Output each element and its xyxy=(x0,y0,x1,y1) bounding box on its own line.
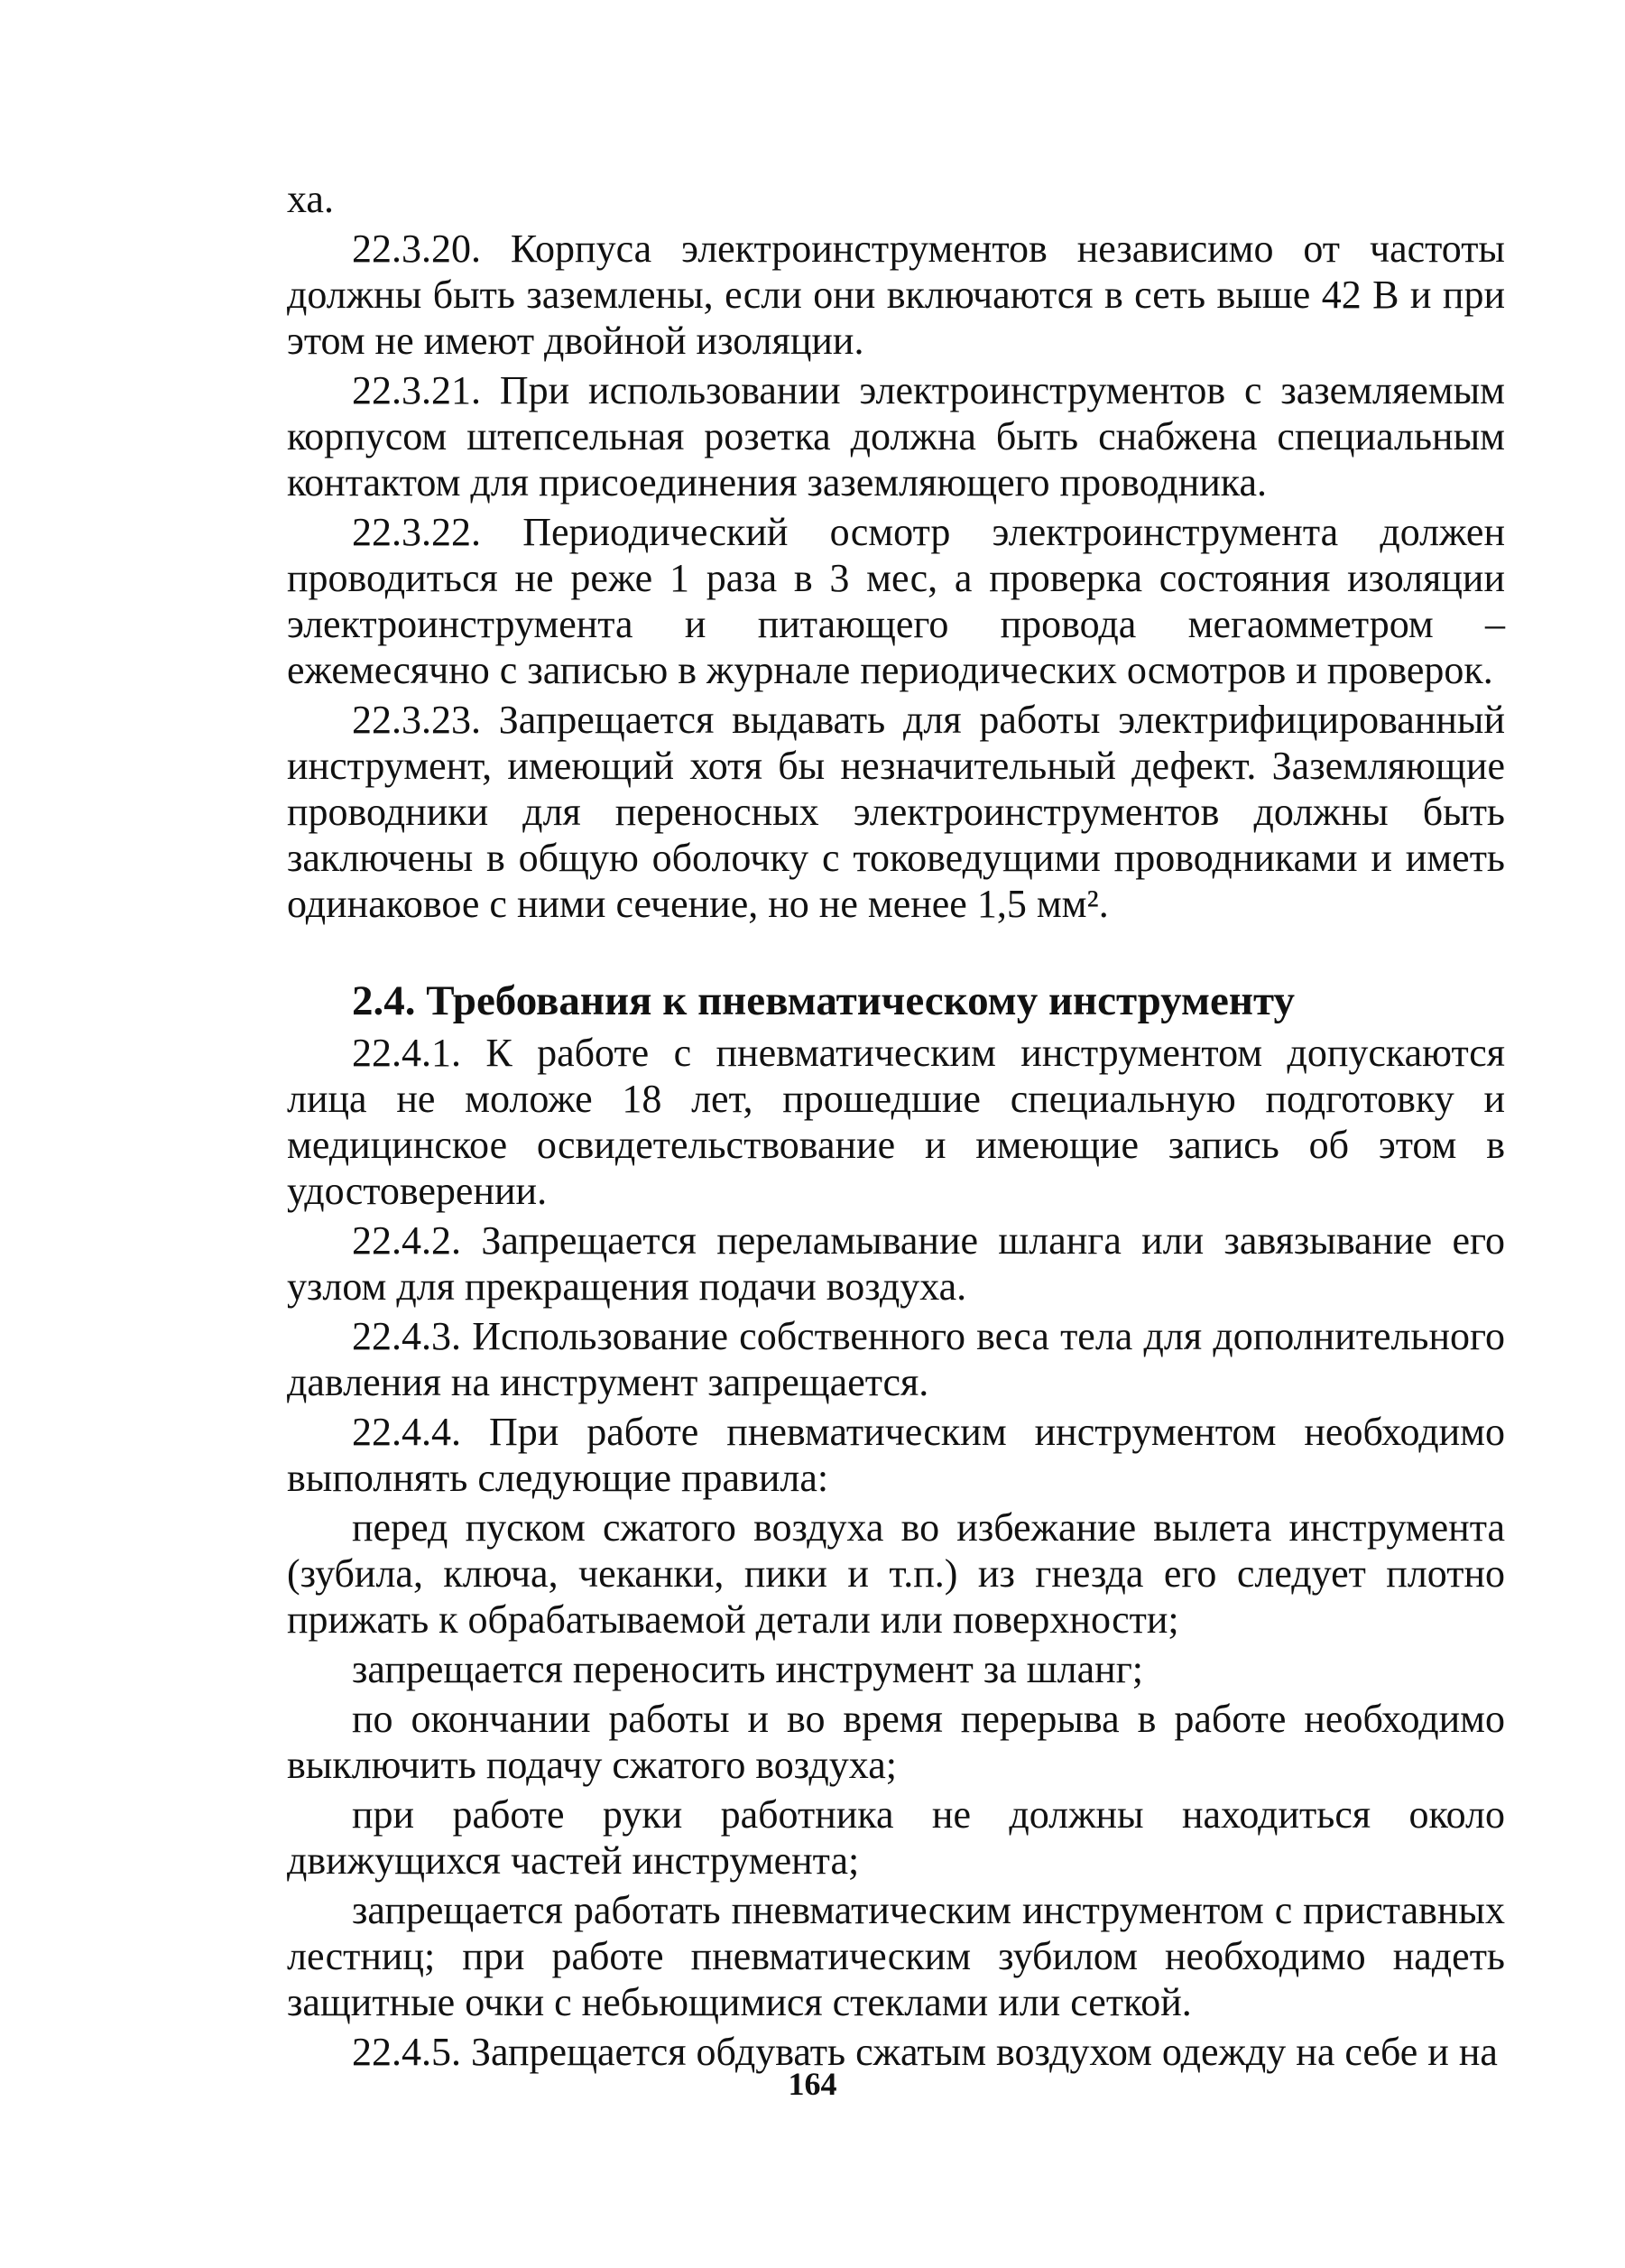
paragraph-22-3-23: 22.3.23. Запрещается выдавать для работы электрифицированный инструмент, имеющий хотя бы незначительный дефект. Заземляющие проводники для переносных электроинструментов должны быть заключены в общую оболочку с токоведущими проводниками и иметь одинаковое с ними сечение, но не менее 1,5 мм². xyxy=(287,698,1505,926)
paragraph-22-4-2: 22.4.2. Запрещается переламывание шланга или завязывание его узлом для прекращения подачи воздуха. xyxy=(287,1218,1505,1309)
paragraph-22-3-21: 22.3.21. При использовании электроинструментов с заземляемым корпусом штепсельная розетка должна быть снабжена специальным контактом для присоединения заземляющего проводника. xyxy=(287,368,1505,505)
rule-item: перед пуском сжатого воздуха во избежание вылета инструмента (зубила, ключа, чеканки, пики и т.п.) из гнезда его следует плотно прижать к обрабатываемой детали или поверхности; xyxy=(287,1505,1505,1642)
rule-item: по окончании работы и во время перерыва в работе необходимо выключить подачу сжатого воздуха; xyxy=(287,1697,1505,1787)
page-body xyxy=(287,176,1505,2078)
rule-item: при работе руки работника не должны находиться около движущихся частей инструмента; xyxy=(287,1792,1505,1883)
continued-fragment: ха. xyxy=(287,177,334,221)
paragraph-22-3-22: 22.3.22. Периодический осмотр электроинструмента должен проводиться не реже 1 раза в 3 мес, а проверка состояния изоляции электроинструмента и питающего провода мегаомметром – ежемесячно с записью в журнале периодических осмотров и проверок. xyxy=(287,510,1505,692)
section-heading: 2.4. Требования к пневматическому инструменту xyxy=(352,977,1295,1024)
page-number: 164 xyxy=(788,2066,837,2102)
paragraph-22-3-20: 22.3.20. Корпуса электроинструментов независимо от частоты должны быть заземлены, если они включаются в сеть выше 42 В и при этом не имеют двойной изоляции. xyxy=(287,227,1505,363)
rule-item: запрещается работать пневматическим инструментом с приставных лестниц; при работе пневматическим зубилом необходимо надеть защитные очки с небьющимися стеклами или сеткой. xyxy=(287,1888,1505,2024)
rule-item: запрещается переносить инструмент за шланг; xyxy=(352,1647,1143,1691)
paragraph-22-4-4: 22.4.4. При работе пневматическим инструментом необходимо выполнять следующие правила: xyxy=(287,1410,1505,1500)
paragraph-22-4-3: 22.4.3. Использование собственного веса тела для дополнительного давления на инструмент запрещается. xyxy=(287,1314,1505,1404)
paragraph-22-4-5: 22.4.5. Запрещается обдувать сжатым воздухом одежду на себе и на xyxy=(352,2030,1498,2074)
paragraph-22-4-1: 22.4.1. К работе с пневматическим инструментом допускаются лица не моложе 18 лет, прошедшие специальную подготовку и медицинское освидетельствование и имеющие запись об этом в удостоверении. xyxy=(287,1031,1505,1213)
